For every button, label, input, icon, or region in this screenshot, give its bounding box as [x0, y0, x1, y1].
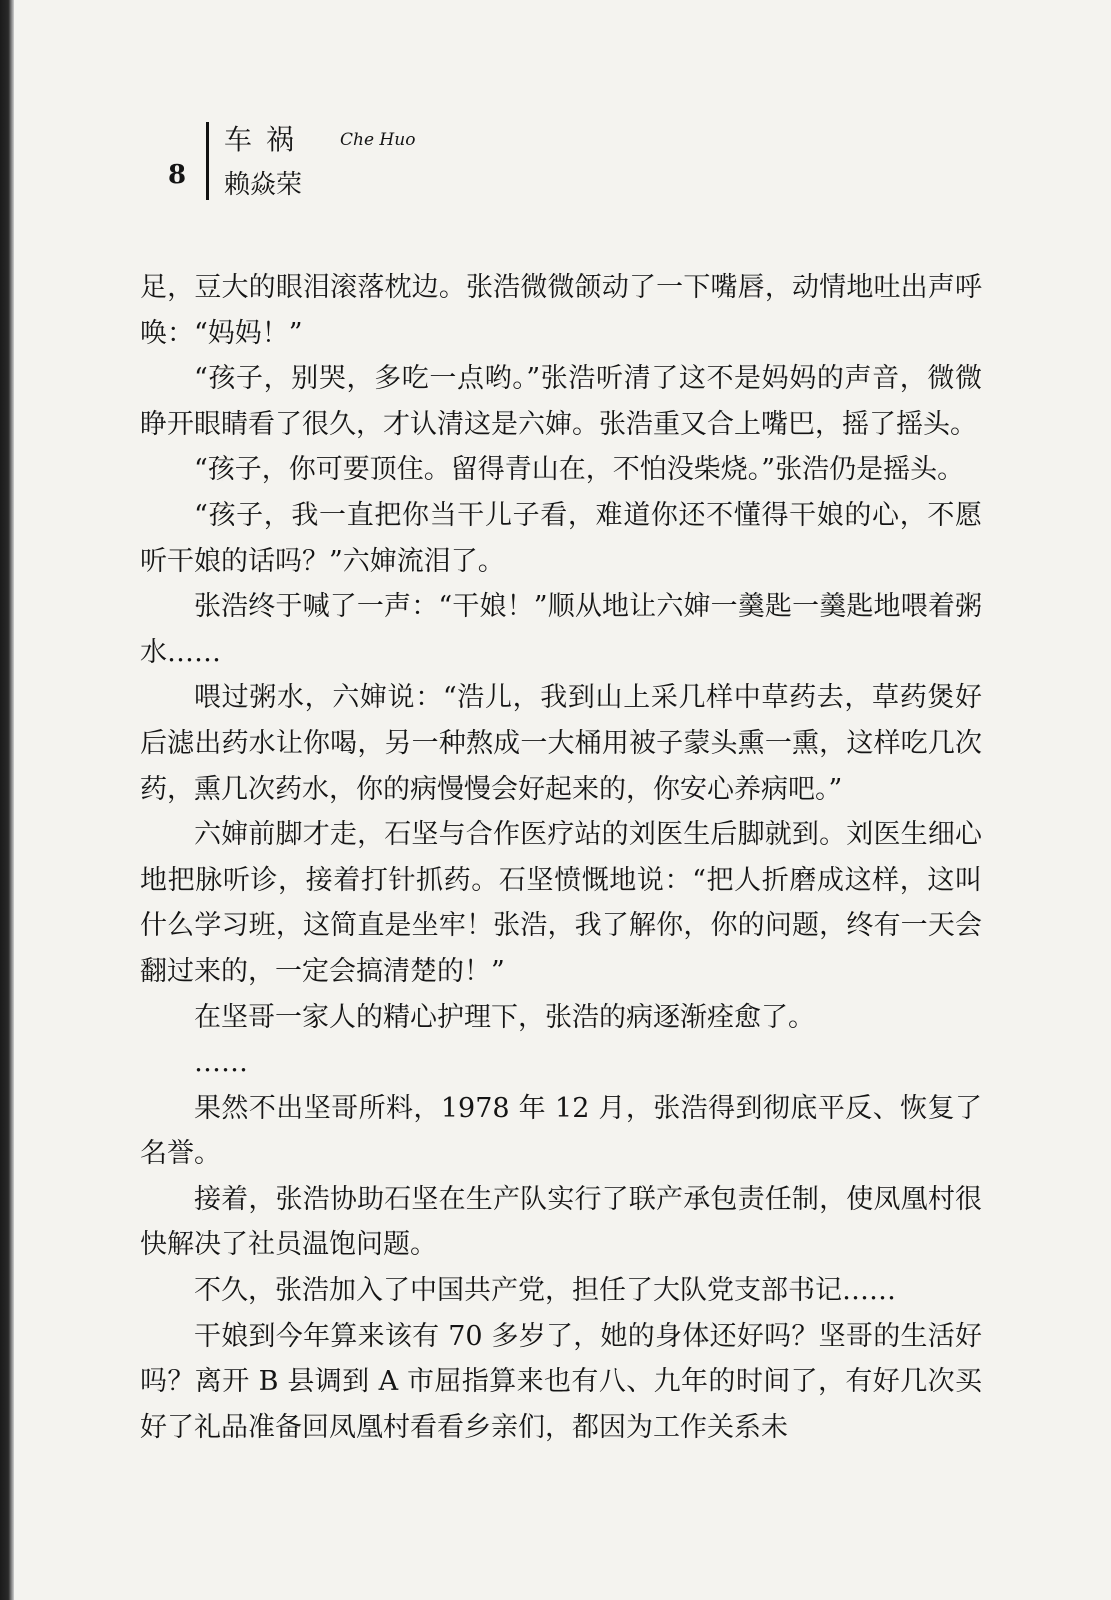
- paragraph: “孩子，你可要顶住。留得青山在，不怕没柴烧。”张浩仍是摇头。: [194, 454, 965, 486]
- paragraph: “孩子，我一直把你当干儿子看，难道你还不懂得干娘的心，不愿听干娘的话吗？”六婶流泪了。: [140, 499, 982, 577]
- paragraph: 干娘到今年算来该有 70 多岁了，她的身体还好吗？坚哥的生活好吗？离开 B 县调到 A 市屈指算来也有八、九年的时间了，有好几次买好了礼品准备回凤凰村看看乡亲们，都因为工作关系未: [140, 1320, 982, 1443]
- paragraph: 不久，张浩加入了中国共产党，担任了大队党支部书记……: [194, 1275, 896, 1307]
- body-text: [140, 265, 982, 1450]
- paragraph: 接着，张浩协助石坚在生产队实行了联产承包责任制，使凤凰村很快解决了社员温饱问题。: [140, 1183, 982, 1261]
- paragraph: 喂过粥水，六婶说：“浩儿，我到山上采几样中草药去，草药煲好后滤出药水让你喝，另一种熬成一大桶用被子蒙头熏一熏，这样吃几次药，熏几次药水，你的病慢慢会好起来的，你安心养病吧。”: [140, 682, 982, 805]
- running-header: [160, 118, 560, 208]
- paragraph: “孩子，别哭，多吃一点哟。”张浩听清了这不是妈妈的声音，微微睁开眼睛看了很久，才认清这是六婶。张浩重又合上嘴巴，摇了摇头。: [140, 363, 982, 440]
- paragraph: 张浩终于喊了一声：“干娘！”顺从地让六婶一羹匙一羹匙地喂着粥水……: [140, 591, 982, 668]
- author-name: 赖焱荣: [224, 170, 303, 200]
- header-divider: [206, 122, 209, 200]
- paragraph: 六婶前脚才走，石坚与合作医疗站的刘医生后脚就到。刘医生细心地把脉听诊，接着打针抓药。石坚愤慨地说：“把人折磨成这样，这叫什么学习班，这简直是坐牢！张浩，我了解你，你的问题，终有一天会翻过来的，一定会搞清楚的！”: [140, 819, 982, 987]
- chapter-title-pinyin: Che Huo: [340, 130, 416, 150]
- paragraph: 在坚哥一家人的精心护理下，张浩的病逐渐痊愈了。: [194, 1001, 815, 1033]
- ellipsis-break: ……: [194, 1047, 248, 1079]
- paragraph: 果然不出坚哥所料，1978 年 12 月，张浩得到彻底平反、恢复了名誉。: [140, 1092, 982, 1170]
- page-shadow-edge: [0, 0, 14, 1600]
- paragraph: 足，豆大的眼泪滚落枕边。张浩微微颌动了一下嘴唇，动情地吐出声呼唤：“妈妈！”: [140, 272, 982, 349]
- page-number: 8: [168, 160, 187, 190]
- chapter-title: 车祸: [224, 123, 309, 156]
